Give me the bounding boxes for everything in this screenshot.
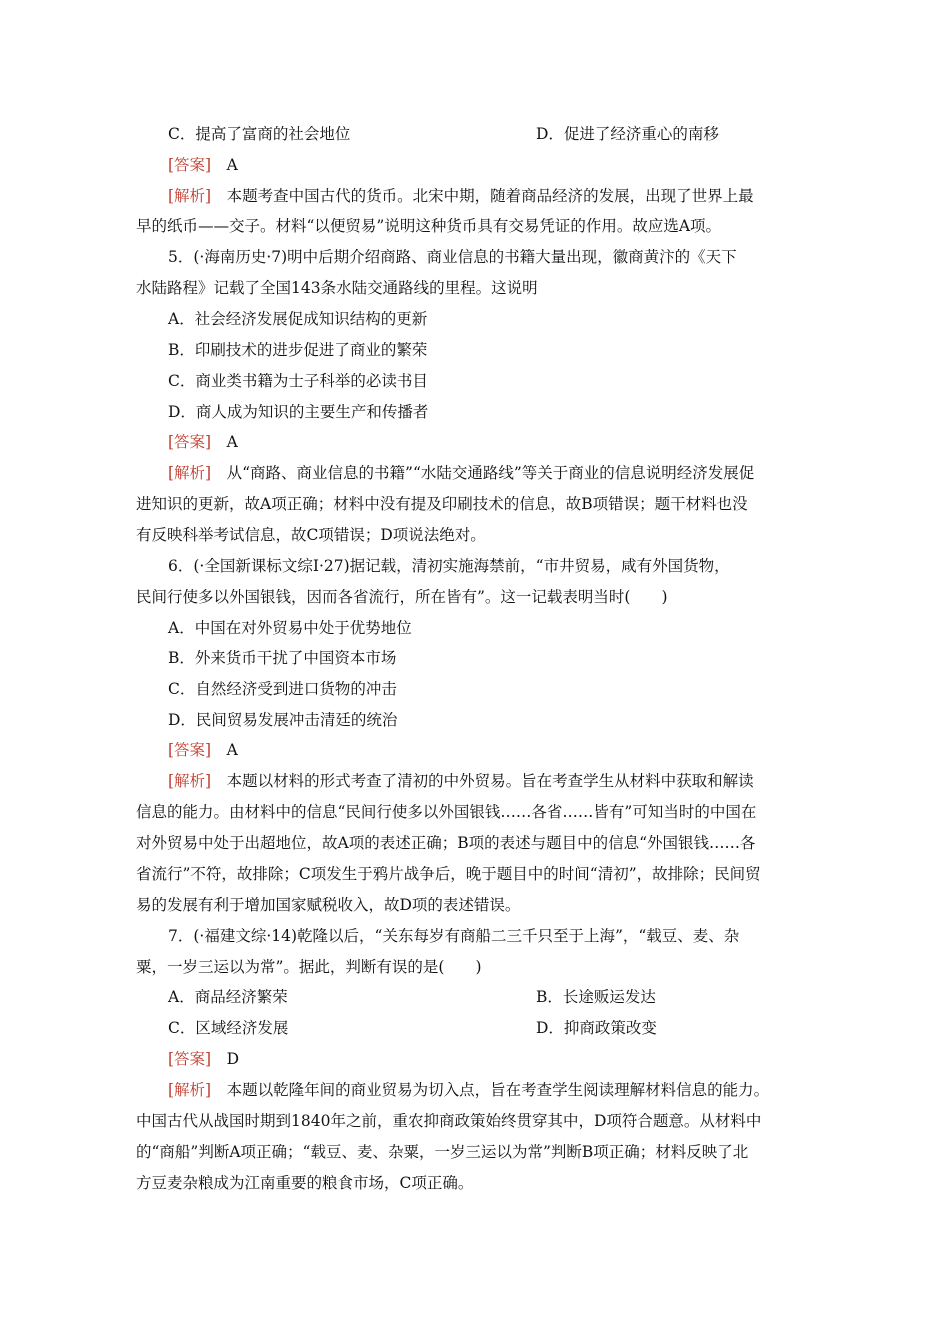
option-row: [168, 987, 848, 1007]
analysis-text: 本题以材料的形式考查了清初的中外贸易。旨在考查学生从材料中获取和解读: [211, 772, 754, 790]
analysis-text: 从“商路、商业信息的书籍”“水陆交通路线”等关于商业的信息说明经济发展促: [211, 464, 755, 482]
option-c: C．自然经济受到进口货物的冲击: [168, 680, 397, 698]
option-b: B．长途贩运发达: [536, 988, 656, 1006]
analysis-line: [168, 463, 848, 483]
option-c: C．区域经济发展: [168, 1019, 289, 1037]
answer-line: [168, 432, 848, 452]
analysis-tag: [解析]: [168, 187, 212, 205]
paragraph-line: 水陆路程》记载了全国143条水陆交通路线的里程。这说明: [136, 279, 538, 297]
answer-line: [168, 155, 848, 175]
option-d: D．民间贸易发展冲击清廷的统治: [168, 711, 398, 729]
paragraph-line: 省流行”不符，故排除；C项发生于鸦片战争后，晚于题目中的时间“清初”，故排除；民间贸: [136, 865, 761, 883]
answer-value: A: [211, 433, 238, 451]
paragraph-line: 的“商船”判断A项正确；“载豆、麦、杂粟，一岁三运以为常”判断B项正确；材料反映了北: [136, 1143, 749, 1161]
question-5-stem: 5．(·海南历史·7)明中后期介绍商路、商业信息的书籍大量出现，徽商黄汴的《天下: [168, 248, 737, 266]
paragraph-line: 粟，一岁三运以为常”。据此，判断有误的是( ): [136, 958, 482, 976]
option-d: D．促进了经济重心的南移: [536, 125, 719, 143]
answer-value: D: [211, 1050, 240, 1068]
analysis-text: 本题考查中国古代的货币。北宋中期，随着商品经济的发展，出现了世界上最: [211, 187, 754, 205]
option-d: D．商人成为知识的主要生产和传播者: [168, 403, 429, 421]
paragraph-line: 对外贸易中处于出超地位，故A项的表述正确；B项的表述与题目中的信息“外国银钱……各: [136, 834, 756, 852]
analysis-line: [168, 771, 848, 791]
answer-tag: [答案]: [168, 1050, 212, 1068]
option-a: A．商品经济繁荣: [168, 988, 288, 1006]
analysis-line: [168, 1080, 848, 1100]
option-c: C．商业类书籍为士子科举的必读书目: [168, 372, 428, 390]
option-row: [168, 1018, 848, 1038]
paragraph-line: 方豆麦杂粮成为江南重要的粮食市场，C项正确。: [136, 1174, 474, 1192]
analysis-tag: [解析]: [168, 772, 212, 790]
question-6-stem: 6．(·全国新课标文综Ⅰ·27)据记载，清初实施海禁前，“市井贸易，咸有外国货物，: [168, 557, 730, 575]
analysis-tag: [解析]: [168, 464, 212, 482]
option-c: C．提高了富商的社会地位: [168, 125, 351, 143]
analysis-tag: [解析]: [168, 1081, 212, 1099]
answer-tag: [答案]: [168, 741, 212, 759]
answer-tag: [答案]: [168, 156, 212, 174]
analysis-line: [168, 186, 848, 206]
paragraph-line: 民间行使多以外国银钱，因而各省流行，所在皆有”。这一记载表明当时( ): [136, 588, 668, 606]
paragraph-line: 信息的能力。由材料中的信息“民间行使多以外国银钱……各省……皆有”可知当时的中国在: [136, 803, 757, 821]
paragraph-line: 进知识的更新，故A项正确；材料中没有提及印刷技术的信息，故B项错误；题干材料也没: [136, 495, 748, 513]
answer-line: [168, 1049, 848, 1069]
analysis-text: 本题以乾隆年间的商业贸易为切入点，旨在考查学生阅读理解材料信息的能力。: [211, 1081, 770, 1099]
paragraph-line: 早的纸币——交子。材料“以便贸易”说明这种货币具有交易凭证的作用。故应选A项。: [136, 217, 722, 235]
option-a: A．社会经济发展促成知识结构的更新: [168, 310, 428, 328]
option-a: A．中国在对外贸易中处于优势地位: [168, 619, 412, 637]
answer-value: A: [211, 741, 238, 759]
answer-line: [168, 740, 848, 760]
paragraph-line: 易的发展有利于增加国家赋税收入，故D项的表述错误。: [136, 896, 521, 914]
option-b: B．印刷技术的进步促进了商业的繁荣: [168, 341, 428, 359]
option-d: D．抑商政策改变: [536, 1019, 657, 1037]
answer-tag: [答案]: [168, 433, 212, 451]
question-7-stem: 7．(·福建文综·14)乾隆以后，“关东每岁有商船二三千只至于上海”，“载豆、麦、杂: [168, 927, 740, 945]
option-row: [168, 124, 848, 144]
paragraph-line: 有反映科举考试信息，故C项错误；D项说法绝对。: [136, 526, 486, 544]
answer-value: A: [211, 156, 238, 174]
paragraph-line: 中国古代从战国时期到1840年之前，重农抑商政策始终贯穿其中，D项符合题意。从材料中: [136, 1112, 762, 1130]
option-b: B．外来货币干扰了中国资本市场: [168, 649, 397, 667]
